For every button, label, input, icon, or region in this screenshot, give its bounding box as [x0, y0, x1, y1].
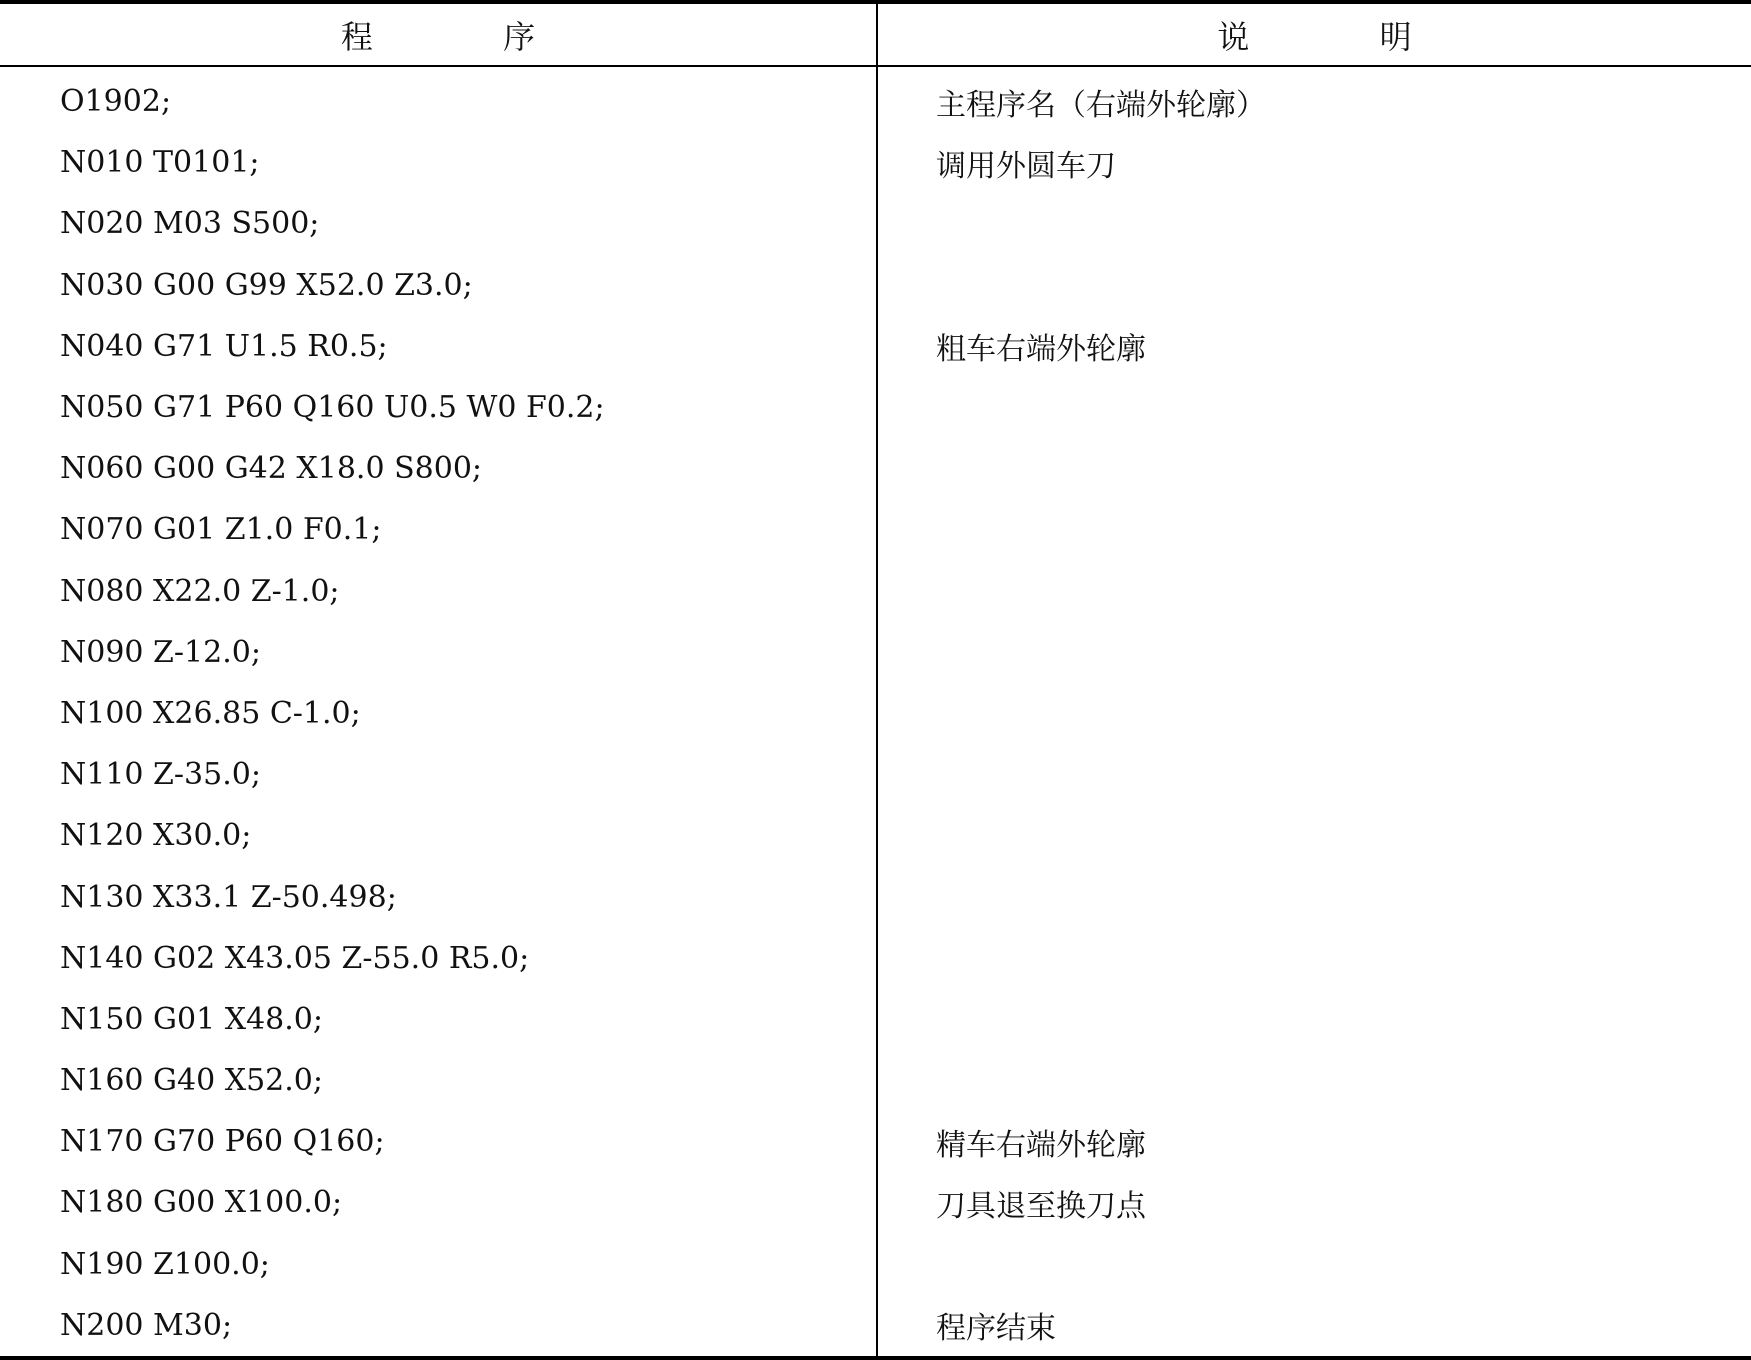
- program-cell: N050 G71 P60 Q160 U0.5 W0 F0.2;: [0, 377, 877, 438]
- description-cell: [877, 866, 1751, 927]
- description-cell: [877, 1234, 1751, 1295]
- description-cell: [877, 989, 1751, 1050]
- table-row: [0, 622, 1751, 683]
- description-cell: [877, 622, 1751, 683]
- header-program: 程 序: [0, 2, 877, 66]
- table-row: [0, 66, 1751, 132]
- table-row: [0, 377, 1751, 438]
- description-cell: [877, 561, 1751, 622]
- table-row: [0, 1111, 1751, 1172]
- table-row: [0, 928, 1751, 989]
- program-cell: N130 X33.1 Z-50.498;: [0, 866, 877, 927]
- description-cell: [877, 744, 1751, 805]
- description-cell: [877, 805, 1751, 866]
- program-cell: N180 G00 X100.0;: [0, 1172, 877, 1233]
- description-cell: [877, 928, 1751, 989]
- description-cell: [877, 377, 1751, 438]
- description-cell: [877, 1050, 1751, 1111]
- table-row: [0, 255, 1751, 316]
- table-row: [0, 1172, 1751, 1233]
- table-row: [0, 866, 1751, 927]
- table-row: [0, 132, 1751, 193]
- table-header-row: [0, 2, 1751, 66]
- program-cell: O1902;: [0, 66, 877, 132]
- program-cell: N010 T0101;: [0, 132, 877, 193]
- description-cell: [877, 193, 1751, 254]
- description-cell: 刀具退至换刀点: [936, 1188, 1146, 1224]
- table-row: [0, 805, 1751, 866]
- program-cell: N070 G01 Z1.0 F0.1;: [0, 499, 877, 560]
- header-description: 说 明: [877, 2, 1751, 66]
- table-row: [0, 316, 1751, 377]
- table-row: [0, 683, 1751, 744]
- table-row: [0, 561, 1751, 622]
- description-cell: 精车右端外轮廓: [936, 1127, 1146, 1163]
- table-row: [0, 1234, 1751, 1295]
- table-row: [0, 1050, 1751, 1111]
- program-cell: N040 G71 U1.5 R0.5;: [0, 316, 877, 377]
- description-cell: [877, 438, 1751, 499]
- table-row: [0, 499, 1751, 560]
- program-cell: N030 G00 G99 X52.0 Z3.0;: [0, 255, 877, 316]
- program-cell: N090 Z-12.0;: [0, 622, 877, 683]
- program-cell: N060 G00 G42 X18.0 S800;: [0, 438, 877, 499]
- description-cell: 主程序名（右端外轮廓）: [936, 87, 1266, 123]
- description-cell: [877, 683, 1751, 744]
- description-cell: 程序结束: [936, 1311, 1056, 1347]
- table-row: [0, 989, 1751, 1050]
- description-cell: 粗车右端外轮廓: [936, 332, 1146, 368]
- table-body: [0, 66, 1751, 1358]
- program-cell: N140 G02 X43.05 Z-55.0 R5.0;: [0, 928, 877, 989]
- program-cell: N160 G40 X52.0;: [0, 1050, 877, 1111]
- program-cell: N020 M03 S500;: [0, 193, 877, 254]
- table-row: [0, 1295, 1751, 1358]
- table-row: [0, 438, 1751, 499]
- program-cell: N120 X30.0;: [0, 805, 877, 866]
- description-cell: 调用外圆车刀: [936, 148, 1116, 184]
- description-cell: [877, 499, 1751, 560]
- program-cell: N110 Z-35.0;: [0, 744, 877, 805]
- program-cell: N150 G01 X48.0;: [0, 989, 877, 1050]
- program-cell: N200 M30;: [0, 1295, 877, 1358]
- table-row: [0, 193, 1751, 254]
- program-cell: N170 G70 P60 Q160;: [0, 1111, 877, 1172]
- description-cell: [877, 255, 1751, 316]
- program-cell: N100 X26.85 C-1.0;: [0, 683, 877, 744]
- program-cell: N080 X22.0 Z-1.0;: [0, 561, 877, 622]
- program-cell: N190 Z100.0;: [0, 1234, 877, 1295]
- table-row: [0, 744, 1751, 805]
